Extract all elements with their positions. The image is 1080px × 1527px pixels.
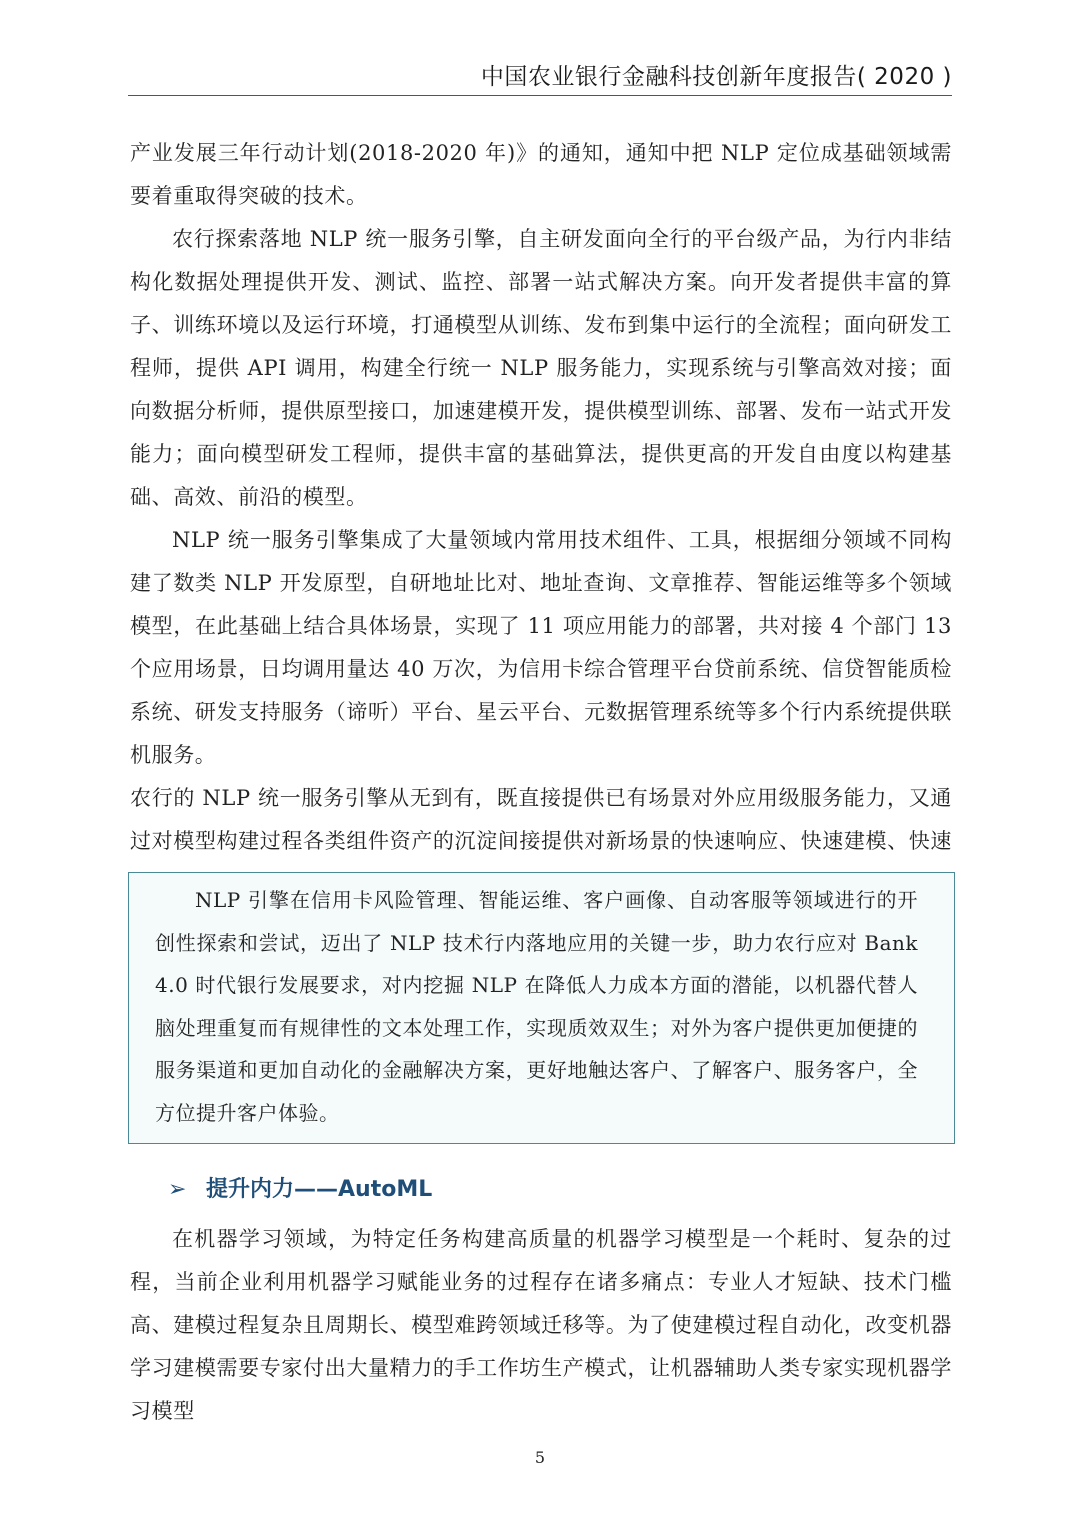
callout-text: NLP 引擎在信用卡风险管理、智能运维、客户画像、自动客服等领域进行的开创性探索和尝试，迈出了 NLP 技术行内落地应用的关键一步，助力农行应对 Bank 4.0 时代银行发展要求，对内挖掘 NLP 在降低人力成本方面的潜能，以机器代替人脑处理重复而有规律性的文本处理工作，实现质效双生；对外为客户提供更加便捷的服务渠道和更加自动化的金融解决方案，更好地触达客户、了解客户、服务客户，全方位提升客户体验。	[155, 888, 918, 1125]
section-heading-text: 提升内力——AutoML	[206, 1177, 433, 1202]
section-heading	[168, 1172, 432, 1203]
paragraph-nlp-components: NLP 统一服务引擎集成了大量领域内常用技术组件、工具，根据细分领域不同构建了数类 NLP 开发原型，自研地址比对、地址查询、文章推荐、智能运维等多个领域模型，在此基础上结合具体场景，实现了 11 项应用能力的部署，共对接 4 个部门 13 个应用场景，日均调用量达 40 万次，为信用卡综合管理平台贷前系统、信贷智能质检系统、研发支持服务（谛听）平台、星云平台、元数据管理系统等多个行内系统提供联机服务。	[130, 528, 952, 767]
paragraph-nlp-engine: 农行探索落地 NLP 统一服务引擎，自主研发面向全行的平台级产品，为行内非结构化数据处理提供开发、测试、监控、部署一站式解决方案。向开发者提供丰富的算子、训练环境以及运行环境，打通模型从训练、发布到集中运行的全流程；面向研发工程师，提供 API 调用，构建全行统一 NLP 服务能力，实现系统与引擎高效对接；面向数据分析师，提供原型接口，加速建模开发，提供模型训练、部署、发布一站式开发能力；面向模型研发工程师，提供丰富的基础算法，提供更高的开发自由度以构建基础、高效、前沿的模型。	[130, 227, 952, 509]
header-divider	[128, 95, 952, 96]
body-text-block	[130, 132, 952, 906]
paragraph-continuation: 产业发展三年行动计划(2018-2020 年)》的通知，通知中把 NLP 定位成基础领域需要着重取得突破的技术。	[130, 141, 952, 208]
report-header-title: 中国农业银行金融科技创新年度报告( 2020 )	[480, 64, 952, 90]
paragraph-nlp-value: 农行的 NLP 统一服务引擎从无到有，既直接提供已有场景对外应用级服务能力，又通过对模型构建过程各类组件资产的沉淀间接提供对新场景的快速响应、快速建模、快速	[130, 786, 952, 853]
highlight-callout-box	[128, 872, 955, 1144]
page-number: 5	[534, 1448, 546, 1467]
paragraph-automl: 在机器学习领域，为特定任务构建高质量的机器学习模型是一个耗时、复杂的过程，当前企业利用机器学习赋能业务的过程存在诸多痛点：专业人才短缺、技术门槛高、建模过程复杂且周期长、模型难跨领域迁移等。为了使建模过程自动化，改变机器学习建模需要专家付出大量精力的手工作坊生产模式，让机器辅助人类专家实现机器学习模型	[130, 1227, 952, 1423]
body-text-block-automl	[130, 1218, 952, 1433]
arrow-bullet-icon: ➢	[168, 1177, 187, 1202]
